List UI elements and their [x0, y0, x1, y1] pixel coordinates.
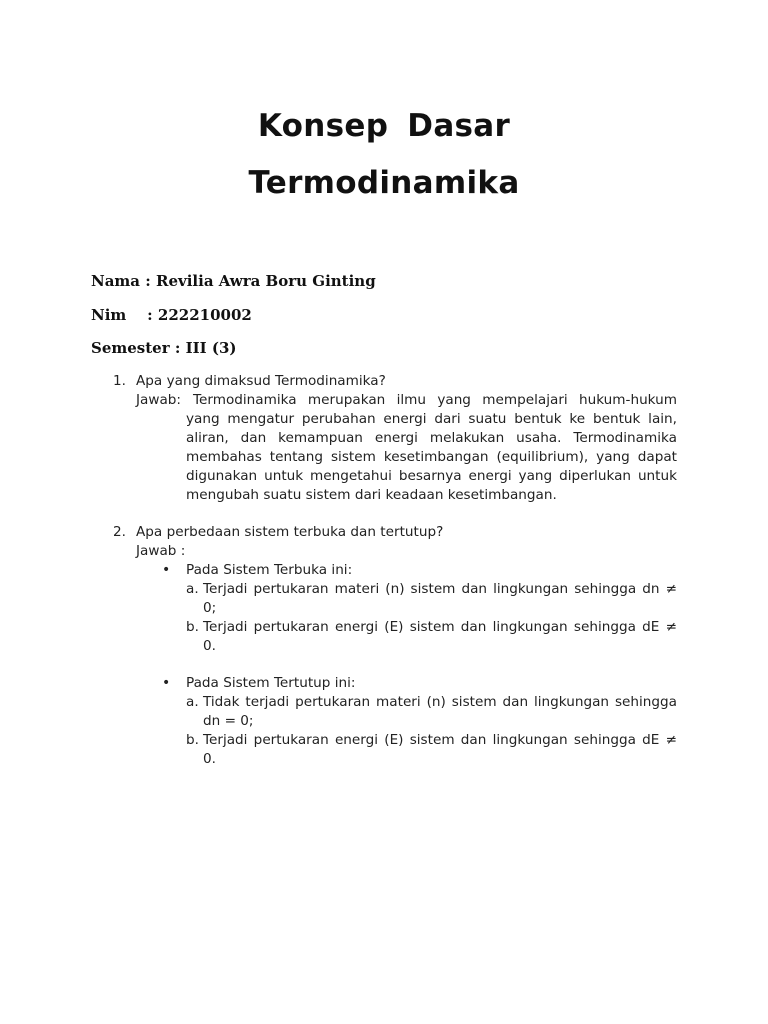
tertutup-item-a-marker: a.	[186, 694, 199, 710]
q1-answer-line-4: membahas tentang sistem kesetimbangan (equilibrium), yang dapat	[186, 449, 677, 465]
q2-number: 2.	[113, 524, 126, 540]
student-name: Nama : Revilia Awra Boru Ginting	[91, 272, 376, 290]
bullet-terbuka-heading: Pada Sistem Terbuka ini:	[186, 562, 353, 578]
terbuka-item-a-marker: a.	[186, 581, 199, 597]
terbuka-item-a-line-2: 0;	[203, 600, 217, 616]
q1-answer-line-2: yang mengatur perubahan energi dari suatu bentuk ke bentuk lain,	[186, 411, 677, 427]
q1-answer-line-1: Termodinamika merupakan ilmu yang mempelajari hukum-hukum	[193, 392, 677, 408]
q1-answer-line-5: digunakan untuk mengetahui besarnya energi yang diperlukan untuk	[186, 468, 677, 484]
q2-question: Apa perbedaan sistem terbuka dan tertutup?	[136, 524, 444, 540]
student-semester: Semester : III (3)	[91, 339, 237, 357]
q1-answer-line-6: mengubah suatu sistem dari keadaan kesetimbangan.	[186, 487, 557, 503]
bullet-tertutup-dot: •	[162, 675, 171, 691]
terbuka-item-b-line-2: 0.	[203, 638, 216, 654]
q1-question: Apa yang dimaksud Termodinamika?	[136, 373, 386, 389]
q1-number: 1.	[113, 373, 126, 389]
tertutup-item-a-line-2: dn = 0;	[203, 713, 254, 729]
bullet-terbuka-dot: •	[162, 562, 171, 578]
terbuka-item-a-line-1: Terjadi pertukaran materi (n) sistem dan lingkungan sehingga dn ≠	[203, 581, 677, 597]
tertutup-item-b-marker: b.	[186, 732, 199, 748]
tertutup-item-b-line-2: 0.	[203, 751, 216, 767]
q1-answer-label: Jawab:	[136, 392, 181, 408]
terbuka-item-b-line-1: Terjadi pertukaran energi (E) sistem dan lingkungan sehingga dE ≠	[203, 619, 677, 635]
student-nim: Nim : 222210002	[91, 306, 252, 324]
tertutup-item-a-line-1: Tidak terjadi pertukaran materi (n) sistem dan lingkungan sehingga	[203, 694, 677, 710]
bullet-tertutup-heading: Pada Sistem Tertutup ini:	[186, 675, 356, 691]
q2-answer-label: Jawab :	[136, 543, 186, 559]
terbuka-item-b-marker: b.	[186, 619, 199, 635]
document-title-line-2: Termodinamika	[248, 165, 520, 201]
tertutup-item-b-line-1: Terjadi pertukaran energi (E) sistem dan lingkungan sehingga dE ≠	[203, 732, 677, 748]
q1-answer-line-3: aliran, dan kemampuan energi melakukan usaha. Termodinamika	[186, 430, 677, 446]
document-title-line-1: Konsep Dasar	[257, 108, 511, 144]
